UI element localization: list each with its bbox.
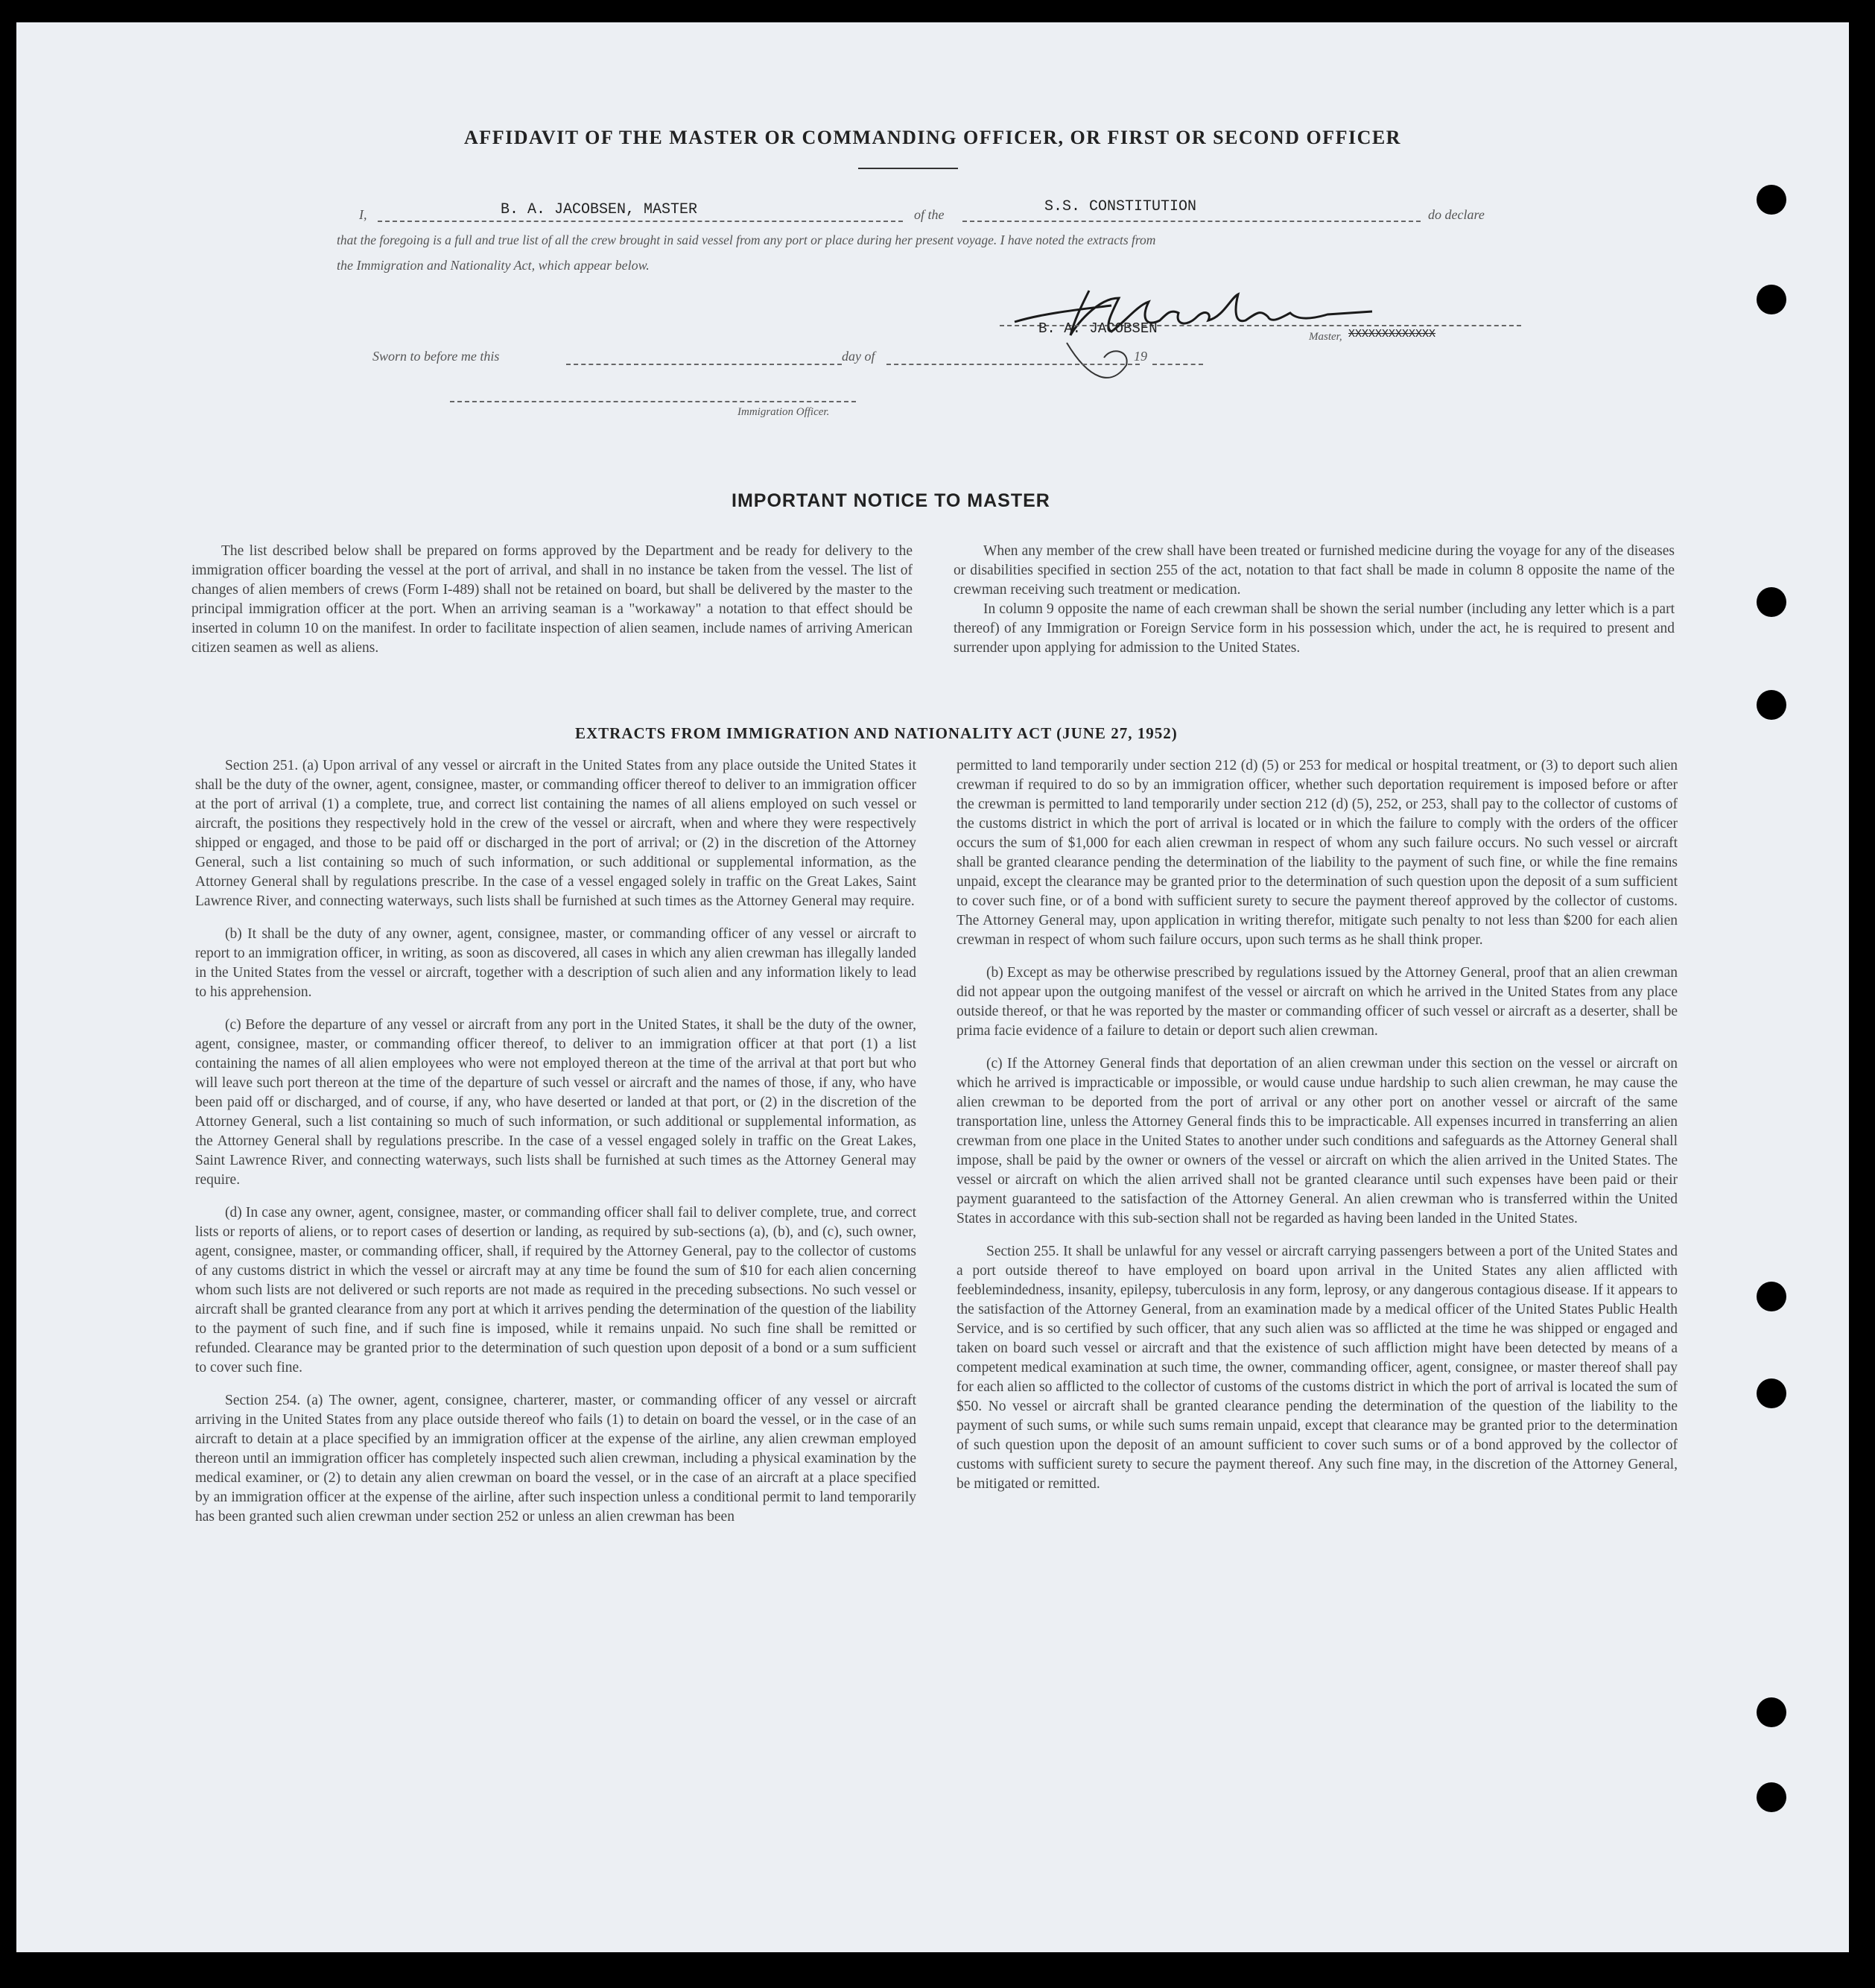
name-line (378, 221, 903, 222)
binder-hole (1757, 1782, 1786, 1812)
sworn-day-line (566, 364, 842, 365)
struck-text: XXXXXXXXXXXXX (1348, 328, 1436, 341)
affidavit-title: AFFIDAVIT OF THE MASTER OR COMMANDING OFFICER, OR FIRST OR SECOND OFFICER (464, 127, 1401, 148)
notice-right-column (954, 542, 1675, 671)
section-251-c: (c) Before the departure of any vessel or aircraft from any port in the United States, it shall be the duty of the owner, agent, consignee, master, or commanding officer thereof, to deliver to an immigration officer at that port (1) a list containing the names of all alien employees who were not employed thereon at the time of the arrival at that port but who will leave such port thereon at the time of the departure of such vessel or aircraft and the names of those, if any, who have been paid off or discharged, and of course, if any, who have deserted or landed at that port, or (2) in the discretion of the Attorney General, such a list containing so much of such information, or such additional or supplemental information, as the Attorney General shall by regulations prescribe. In the case of a vessel engaged solely in traffic on the Great Lakes, Saint Lawrence River, and connecting waterways, such lists shall be furnished at such times as the Attorney General may require. (195, 1017, 916, 1188)
do-declare-label: do declare (1428, 207, 1485, 222)
notice-left-column (191, 542, 913, 671)
sworn-label: Sworn to before me this (372, 349, 500, 364)
year-label: 19 (1134, 349, 1147, 364)
sworn-month-line (886, 364, 1140, 365)
notice-left-text: The list described below shall be prepared on forms approved by the Department and be ready for delivery to the immigration officer boarding the vessel at the port of arrival, and shall in no instance be taken from the vessel. The list of changes of alien members of crews (Form I-489) shall not be retained on board, but shall be delivered by the master to the principal immigration officer at the port. When an arriving seaman is a "workaway" a notation to that effect should be inserted in column 10 on the manifest. In order to facilitate inspection of alien seamen, include names of arriving American citizen seamen as well as aliens. (191, 543, 913, 656)
master-name: B. A. JACOBSEN, MASTER (501, 201, 698, 218)
notice-right-text-1: When any member of the crew shall have been treated or furnished medicine during the voyage for any of the diseases or disabilities specified in section 255 of the act, notation to that fact shall be made in column 8 opposite the name of the crewman receiving such treatment or medication. (954, 543, 1675, 598)
section-254-a-continued: permitted to land temporarily under section 212 (d) (5) or 253 for medical or hospital treatment, or (3) to deport such alien crewman if required to do so by an immigration officer, whether such deportation requirement is imposed before or after the crewman is permitted to land temporarily under section 212 (d) (5), 252, or 253, shall pay to the collector of customs of the customs district in which the port of arrival is located or in which the failure to comply with the orders of the officer occurs the sum of $1,000 for each alien crewman in respect of whom any such failure occurs. No such vessel or aircraft shall be granted clearance pending the determination of the liability to the payment of such fine, or while the fine remains unpaid, except the clearance may be granted prior to the determination of such question upon the deposit of a sum sufficient to cover such fine, or of a bond with sufficient surety to secure the payment thereof approved by the collector of customs. The Attorney General may, upon application in writing therefor, mitigate such penalty to not less than $200 for each alien crewman in respect of whom such failure occurs, upon such terms as he shall think proper. (956, 758, 1678, 948)
binder-hole (1757, 587, 1786, 617)
declaration-line: that the foregoing is a full and true list of all the crew brought in said vessel from any port or place during her present voyage. I have noted the extracts from (337, 232, 1156, 247)
binder-hole (1757, 285, 1786, 314)
vessel-name: S.S. CONSTITUTION (1044, 198, 1197, 215)
section-254-a: Section 254. (a) The owner, agent, consignee, charterer, master, or commanding officer of any vessel or aircraft arriving in the United States from any place outside thereof who fails (1) to detain on board the vessel, or in the case of an aircraft to detain at a place specified by an immigration officer at the expense of the airline, any alien crewman employed thereon until an immigration officer has completely inspected such alien crewman, including a physical examination by the medical examiner, or (2) to detain any alien crewman on board the vessel, or in the case of an aircraft at a place specified by an immigration officer at the expense of the airline, after such inspection unless a conditional permit to land temporarily has been granted such alien crewman under section 252 or unless an alien crewman has been (195, 1393, 916, 1525)
immigration-officer-caption: Immigration Officer. (737, 406, 830, 418)
section-251-d: (d) In case any owner, agent, consignee, master, or commanding officer shall fail to deliver complete, true, and correct lists or reports of aliens, or to report cases of desertion or landing, as required by sub-sections (a), (b), and (c), such owner, agent, consignee, master, or commanding officer, shall, if required by the Attorney General, pay to the collector of customs of any customs district in which the vessel or aircraft may at any time be found the sum of $10 for each alien concerning whom such lists are not delivered or such reports are not made as required in the preceding subsections. No such vessel or aircraft shall be granted clearance from any port at which it arrives pending the determination of the question of the liability to the payment of such fine, and if such fine is imposed, while it remains unpaid. No such fine shall be remitted or refunded. Clearance may be granted prior to the determination of such question upon deposit of a bond or a sum sufficient to cover such fine. (195, 1205, 916, 1376)
binder-hole (1757, 1697, 1786, 1727)
section-255: Section 255. It shall be unlawful for any vessel or aircraft carrying passengers between a port of the United States and a port outside thereof to have employed on board upon arrival in the United States any alien afflicted with feeblemindedness, insanity, epilepsy, tuberculosis in any form, leprosy, or any dangerous contagious disease. If it appears to the satisfaction of the Attorney General, from an examination made by a medical officer of the United States Public Health Service, and is so certified by such officer, that any such alien was so afflicted at the time he was shipped or engaged and taken on board such vessel or aircraft and that the existence of such affliction might have been detected by means of a competent medical examination at such time, the owner, commanding officer, agent, consignee, or master thereof shall pay for each alien so afflicted to the collector of customs of the customs district in which the port of arrival is located the sum of $50. No vessel or aircraft shall be granted clearance pending the determination of the question of the liability to the payment of such sums, or while such sums remain unpaid, except that clearance may be granted prior to the determination of such question upon the deposit of an amount sufficient to cover such sums or of a bond approved by the collector of customs with sufficient surety to secure the payment thereof. Any such fine may, in the discretion of the Attorney General, be mitigated or remitted. (956, 1244, 1678, 1492)
master-caption: Master, (1309, 331, 1342, 343)
binder-hole (1757, 185, 1786, 215)
extracts-right-column (956, 756, 1678, 1507)
section-254-b: (b) Except as may be otherwise prescribed by regulations issued by the Attorney General, proof that an alien crewman did not appear upon the outgoing manifest of the vessel or aircraft on which he arrived in the United States from any place outside thereof, or that he was reported by the master or commanding officer of such vessel or aircraft as a deserter, shall be prima facie evidence of a failure to detain or deport such alien crewman. (956, 965, 1678, 1039)
typed-signature: B. A. JACOBSEN (1038, 320, 1158, 337)
binder-hole (1757, 690, 1786, 720)
notice-title: IMPORTANT NOTICE TO MASTER (732, 490, 1050, 511)
of-the-label: of the (914, 207, 945, 222)
extracts-title: EXTRACTS FROM IMMIGRATION AND NATIONALITY ACT (JUNE 27, 1952) (575, 724, 1178, 742)
title-underline (858, 168, 958, 169)
document-page (16, 22, 1849, 1952)
day-of-label: day of (842, 349, 875, 364)
year-line (1152, 364, 1203, 365)
section-251-b: (b) It shall be the duty of any owner, agent, consignee, master, or commanding officer of any vessel or aircraft to report to an immigration officer, in writing, as soon as discovered, all cases in which any alien crewman has illegally landed in the United States from the vessel or aircraft, together with a description of such alien and any information likely to lead to his apprehension. (195, 926, 916, 1000)
notice-right-text-2: In column 9 opposite the name of each crewman shall be shown the serial number (including any letter which is a part thereof) of any Immigration or Foreign Service form in his possession which, under the act, he is required to present and surrender upon applying for admission to the United States. (954, 601, 1675, 656)
binder-hole (1757, 1282, 1786, 1311)
vessel-line (962, 221, 1421, 222)
section-254-c: (c) If the Attorney General finds that deportation of an alien crewman under this section on the vessel or aircraft on which he arrived is impracticable or impossible, or would cause undue hardship to such alien crewman, he may cause the alien crewman to be deported from the port of arrival or any other port on another vessel or aircraft of the same transportation line, unless the Attorney General finds this to be impracticable. All expenses incurred in transferring an alien crewman from one place in the United States to another under such conditions and safeguards as the Attorney General shall impose, shall be paid by the owner or owners of the vessel or aircraft on which the alien arrived in the United States. The vessel or aircraft on which the alien arrived shall not be granted clearance until such expenses have been paid or their payment guaranteed to the satisfaction of the Attorney General. An alien crewman who is transferred within the United States in accordance with this sub-section shall not be regarded as having been landed in the United States. (956, 1056, 1678, 1226)
declaration-line-end: the Immigration and Nationality Act, which appear below. (337, 258, 650, 273)
i-label: I, (359, 207, 367, 222)
extracts-left-column (195, 756, 916, 1540)
binder-hole (1757, 1378, 1786, 1408)
officer-signature-line (450, 401, 856, 402)
section-251-a: Section 251. (a) Upon arrival of any vessel or aircraft in the United States from any place outside the United States it shall be the duty of the owner, agent, consignee, master, or commanding officer thereof to deliver to an immigration officer at the port of arrival (1) a complete, true, and correct list containing the names of all aliens employed on such vessel or aircraft, the positions they respectively hold in the crew of the vessel or aircraft, when and where they were respectively shipped or engaged, and those to be paid off or discharged in the port of arrival; or (2) in the discretion of the Attorney General, such a list containing so much of such information, or such additional or supplemental information, as the Attorney General shall by regulations prescribe. In the case of a vessel engaged solely in traffic on the Great Lakes, Saint Lawrence River, and connecting waterways, such lists shall be furnished at such times as the Attorney General may require. (195, 758, 916, 909)
